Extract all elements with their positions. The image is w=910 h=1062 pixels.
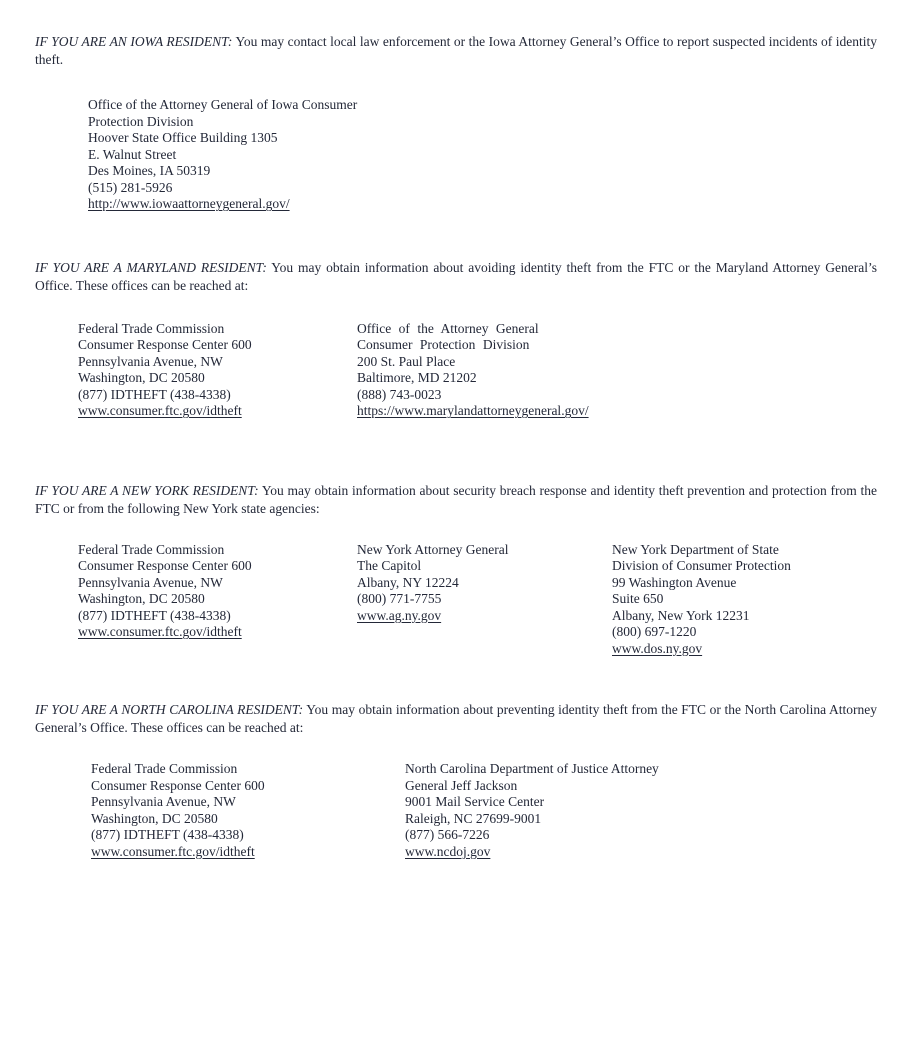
- address-block-new-york-attorney-general: [357, 542, 612, 625]
- address-line: (877) IDTHEFT (438-4338): [78, 607, 231, 623]
- iowa-intro-paragraph: [35, 33, 877, 69]
- address-line: Pennsylvania Avenue, NW: [78, 353, 223, 369]
- address-line: Baltimore, MD 21202: [357, 370, 477, 385]
- maryland-intro-text: You may obtain information about avoiding identity theft from the FTC or the Maryland Attorney General’s Office. These offices can be reached at:: [35, 259, 877, 293]
- address-line: Pennsylvania Avenue, NW: [91, 794, 236, 809]
- section-maryland: [35, 259, 877, 420]
- north-carolina-heading: IF YOU ARE A NORTH CAROLINA RESIDENT:: [35, 702, 304, 717]
- address-line: Des Moines, IA 50319: [88, 163, 211, 178]
- iowa-heading: IF YOU ARE AN IOWA RESIDENT:: [35, 34, 233, 49]
- section-north-carolina: [35, 701, 877, 860]
- maryland-intro-paragraph: [35, 259, 877, 295]
- section-new-york: [35, 482, 877, 658]
- address-line: Albany, New York 12231: [612, 607, 750, 623]
- address-block-ftc: [78, 542, 357, 641]
- address-line: 9001 Mail Service Center: [405, 794, 545, 809]
- address-line: Office of the Attorney General: [357, 320, 539, 336]
- north-carolina-doj-link[interactable]: www.ncdoj.gov: [405, 843, 491, 859]
- new-york-dos-link[interactable]: www.dos.ny.gov: [612, 640, 703, 656]
- address-line: New York Department of State: [612, 541, 779, 557]
- address-line: E. Walnut Street: [88, 146, 177, 162]
- address-line: Federal Trade Commission: [78, 320, 225, 336]
- address-line: Pennsylvania Avenue, NW: [78, 574, 223, 590]
- iowa-intro-text: You may contact local law enforcement or the Iowa Attorney General’s Office to report suspected incidents of identity theft.: [35, 34, 877, 67]
- address-line: (800) 771-7755: [357, 591, 442, 606]
- address-line: (888) 743-0023: [357, 386, 442, 402]
- address-line: North Carolina Department of Justice Attorney: [405, 761, 659, 776]
- address-line: Washington, DC 20580: [78, 591, 205, 606]
- iowa-address-row: [88, 97, 877, 213]
- new-york-intro-text: You may obtain information about security breach response and identity theft prevention and protection from the FTC or from the following New York state agencies:: [35, 482, 877, 516]
- address-line: Raleigh, NC 27699-9001: [405, 810, 542, 826]
- new-york-heading: IF YOU ARE A NEW YORK RESIDENT:: [35, 482, 259, 498]
- address-line: Consumer Response Center 600: [78, 337, 252, 352]
- ftc-idtheft-link[interactable]: www.consumer.ftc.gov/idtheft: [78, 403, 242, 418]
- address-line: Office of the Attorney General of Iowa Consumer: [88, 97, 358, 112]
- address-block-new-york-department-of-state: [612, 542, 791, 658]
- new-york-attorney-general-link[interactable]: www.ag.ny.gov: [357, 607, 442, 623]
- address-line: Federal Trade Commission: [78, 541, 225, 557]
- address-line: Albany, NY 12224: [357, 574, 459, 590]
- address-block-iowa-attorney-general: [88, 97, 357, 213]
- maryland-address-row: [78, 321, 877, 420]
- address-line: The Capitol: [357, 558, 422, 573]
- north-carolina-address-row: [91, 761, 877, 860]
- address-line: (877) IDTHEFT (438-4338): [91, 827, 244, 842]
- new-york-address-row: [78, 542, 877, 658]
- ftc-idtheft-link[interactable]: www.consumer.ftc.gov/idtheft: [91, 843, 255, 859]
- address-line: Hoover State Office Building 1305: [88, 130, 278, 145]
- ftc-idtheft-link[interactable]: www.consumer.ftc.gov/idtheft: [78, 624, 242, 639]
- address-block-maryland-attorney-general: [357, 321, 589, 420]
- address-line: Washington, DC 20580: [78, 370, 205, 385]
- iowa-attorney-general-link[interactable]: http://www.iowaattorneygeneral.gov/: [88, 196, 290, 211]
- address-line: Consumer Response Center 600: [78, 558, 252, 573]
- maryland-attorney-general-link[interactable]: https://www.marylandattorneygeneral.gov/: [357, 403, 589, 418]
- address-line: Washington, DC 20580: [91, 810, 218, 826]
- address-block-ftc: [91, 761, 405, 860]
- new-york-intro-paragraph: [35, 482, 877, 518]
- address-line: Suite 650: [612, 591, 664, 606]
- address-line: 99 Washington Avenue: [612, 574, 737, 590]
- address-line: Protection Division: [88, 113, 194, 129]
- address-line: (800) 697-1220: [612, 624, 697, 639]
- north-carolina-intro-paragraph: [35, 701, 877, 737]
- north-carolina-intro-text: You may obtain information about preventing identity theft from the FTC or the North Carolina Attorney General’s Office. These offices can be reached at:: [35, 702, 877, 735]
- address-block-north-carolina-doj: [405, 761, 659, 860]
- address-line: (877) 566-7226: [405, 827, 490, 842]
- address-line: Federal Trade Commission: [91, 761, 238, 776]
- section-iowa: [35, 33, 877, 213]
- maryland-heading: IF YOU ARE A MARYLAND RESIDENT:: [35, 259, 267, 275]
- address-block-ftc: [78, 321, 357, 420]
- address-line: Consumer Protection Division: [357, 337, 530, 352]
- address-line: 200 St. Paul Place: [357, 353, 456, 369]
- address-line: New York Attorney General: [357, 541, 509, 557]
- address-line: Division of Consumer Protection: [612, 558, 791, 573]
- address-line: General Jeff Jackson: [405, 777, 518, 793]
- address-line: (877) IDTHEFT (438-4338): [78, 386, 231, 402]
- address-line: Consumer Response Center 600: [91, 777, 265, 793]
- address-line: (515) 281-5926: [88, 179, 173, 195]
